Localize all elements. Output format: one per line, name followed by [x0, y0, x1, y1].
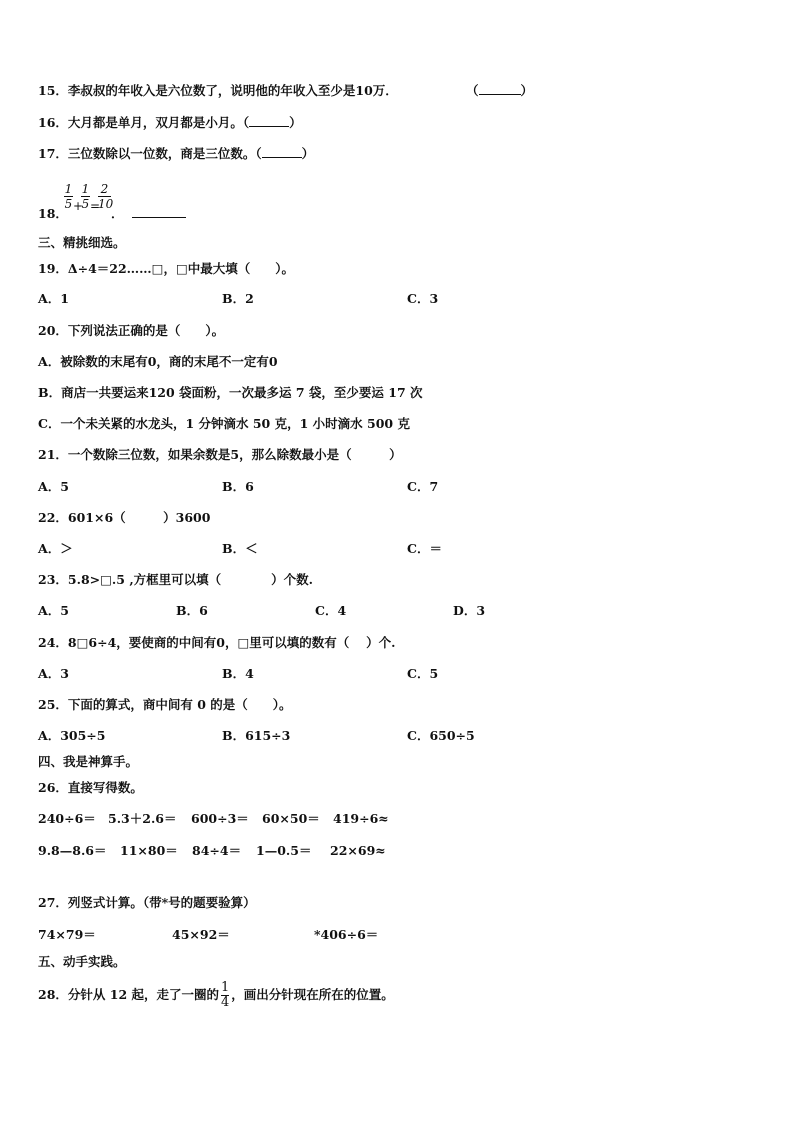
question-text: ，画出分针现在所在的位置。: [231, 987, 394, 1002]
answer-blank-17[interactable]: [262, 145, 302, 158]
q24-option-b[interactable]: B．4: [222, 666, 254, 681]
q20-option-a[interactable]: A．被除数的末尾有0，商的末尾不一定有0: [38, 354, 278, 369]
q26-item[interactable]: 240÷6＝: [38, 811, 96, 826]
fraction-3: 2 10: [98, 182, 114, 211]
q26-item[interactable]: 9.8—8.6＝: [38, 843, 107, 858]
q26-item[interactable]: 5.3＋2.6＝: [108, 811, 177, 826]
question-28: [38, 980, 394, 1010]
question-22: 22．601×6（ ）3600: [38, 510, 211, 525]
q19-option-a[interactable]: A．1: [38, 291, 69, 306]
q20-option-b[interactable]: B．商店一共要运来120 袋面粉，一次最多运 7 袋，至少要运 17 次: [38, 385, 423, 400]
q21-option-c[interactable]: C．7: [407, 479, 439, 494]
plus-sign: +: [73, 199, 84, 213]
question-21: 21．一个数除三位数，如果余数是5，那么除数最小是（ ）: [38, 447, 402, 462]
q27-item[interactable]: 74×79＝: [38, 927, 96, 942]
q26-item[interactable]: 11×80＝: [120, 843, 178, 858]
question-number: 17．: [38, 146, 68, 161]
q20-option-c[interactable]: C．一个未关紧的水龙头，1 分钟滴水 50 克，1 小时滴水 500 克: [38, 416, 410, 431]
q23-option-c[interactable]: C．4: [315, 603, 347, 618]
answer-blank-16[interactable]: [249, 114, 289, 127]
question-27: 27．列竖式计算。（带*号的题要验算）: [38, 895, 256, 910]
question-number: 15．: [38, 83, 68, 98]
answer-blank-18[interactable]: ．: [111, 205, 186, 223]
question-20: 20．下列说法正确的是（ ）。: [38, 323, 225, 338]
fraction-2: 1 5: [81, 182, 90, 211]
section-4-heading: 四、我是神算手。: [38, 754, 139, 769]
q24-option-a[interactable]: A．3: [38, 666, 69, 681]
q26-item[interactable]: 84÷4＝: [192, 843, 242, 858]
q26-item[interactable]: 419÷6≈: [333, 811, 389, 826]
answer-blank-15[interactable]: （ ）: [466, 83, 534, 98]
q26-item[interactable]: 1—0.5＝: [256, 843, 312, 858]
question-19: 19．Δ÷4＝22……□，□中最大填（ ）。: [38, 261, 295, 276]
question-25: 25．下面的算式，商中间有 0 的是（ ）。: [38, 697, 292, 712]
question-24: 24．8□6÷4，要使商的中间有0，□里可以填的数有（ ）个.: [38, 635, 396, 650]
q26-item[interactable]: 600÷3＝: [191, 811, 249, 826]
q21-option-b[interactable]: B．6: [222, 479, 254, 494]
q26-item[interactable]: 22×69≈: [330, 843, 386, 858]
question-text: 28．分针从 12 起，走了一圈的: [38, 987, 219, 1002]
question-text: 李叔叔的年收入是六位数了，说明他的年收入至少是10万．: [67, 83, 398, 98]
fraction-one-quarter: $\frac{1}{4}$: [221, 980, 230, 1010]
q19-option-c[interactable]: C．3: [407, 291, 439, 306]
section-3-heading: 三、精挑细选。: [38, 235, 126, 250]
fraction-1: 1 5: [64, 182, 73, 211]
question-17: 17．三位数除以一位数，商是三位数。（ ）: [38, 146, 315, 161]
question-16: 16．大月都是单月，双月都是小月。（ ）: [38, 115, 302, 130]
question-number: 16．: [38, 115, 68, 130]
q22-option-a[interactable]: A．＞: [38, 541, 73, 556]
q22-option-b[interactable]: B．＜: [222, 541, 258, 556]
q26-item[interactable]: 60×50＝: [262, 811, 320, 826]
question-number: 18．: [38, 206, 68, 221]
q23-option-b[interactable]: B．6: [176, 603, 208, 618]
question-text: 三位数除以一位数，商是三位数。（: [67, 146, 262, 161]
q27-item[interactable]: 45×92＝: [172, 927, 230, 942]
q21-option-a[interactable]: A．5: [38, 479, 69, 494]
question-text: 大月都是单月，双月都是小月。（: [67, 115, 250, 130]
q27-item[interactable]: *406÷6＝: [314, 927, 379, 942]
q25-option-a[interactable]: A．305÷5: [38, 728, 106, 743]
q25-option-c[interactable]: C．650÷5: [407, 728, 475, 743]
q23-option-d[interactable]: D．3: [453, 603, 486, 618]
q25-option-b[interactable]: B．615÷3: [222, 728, 291, 743]
equals-sign: =: [90, 199, 101, 213]
section-5-heading: 五、动手实践。: [38, 954, 126, 969]
question-23: 23．5.8>□.5 ,方框里可以填（ ）个数.: [38, 572, 314, 587]
q23-option-a[interactable]: A．5: [38, 603, 69, 618]
question-15: [38, 82, 398, 100]
question-26: 26．直接写得数。: [38, 780, 143, 795]
q24-option-c[interactable]: C．5: [407, 666, 439, 681]
q19-option-b[interactable]: B．2: [222, 291, 254, 306]
q22-option-c[interactable]: C．＝: [407, 541, 442, 556]
